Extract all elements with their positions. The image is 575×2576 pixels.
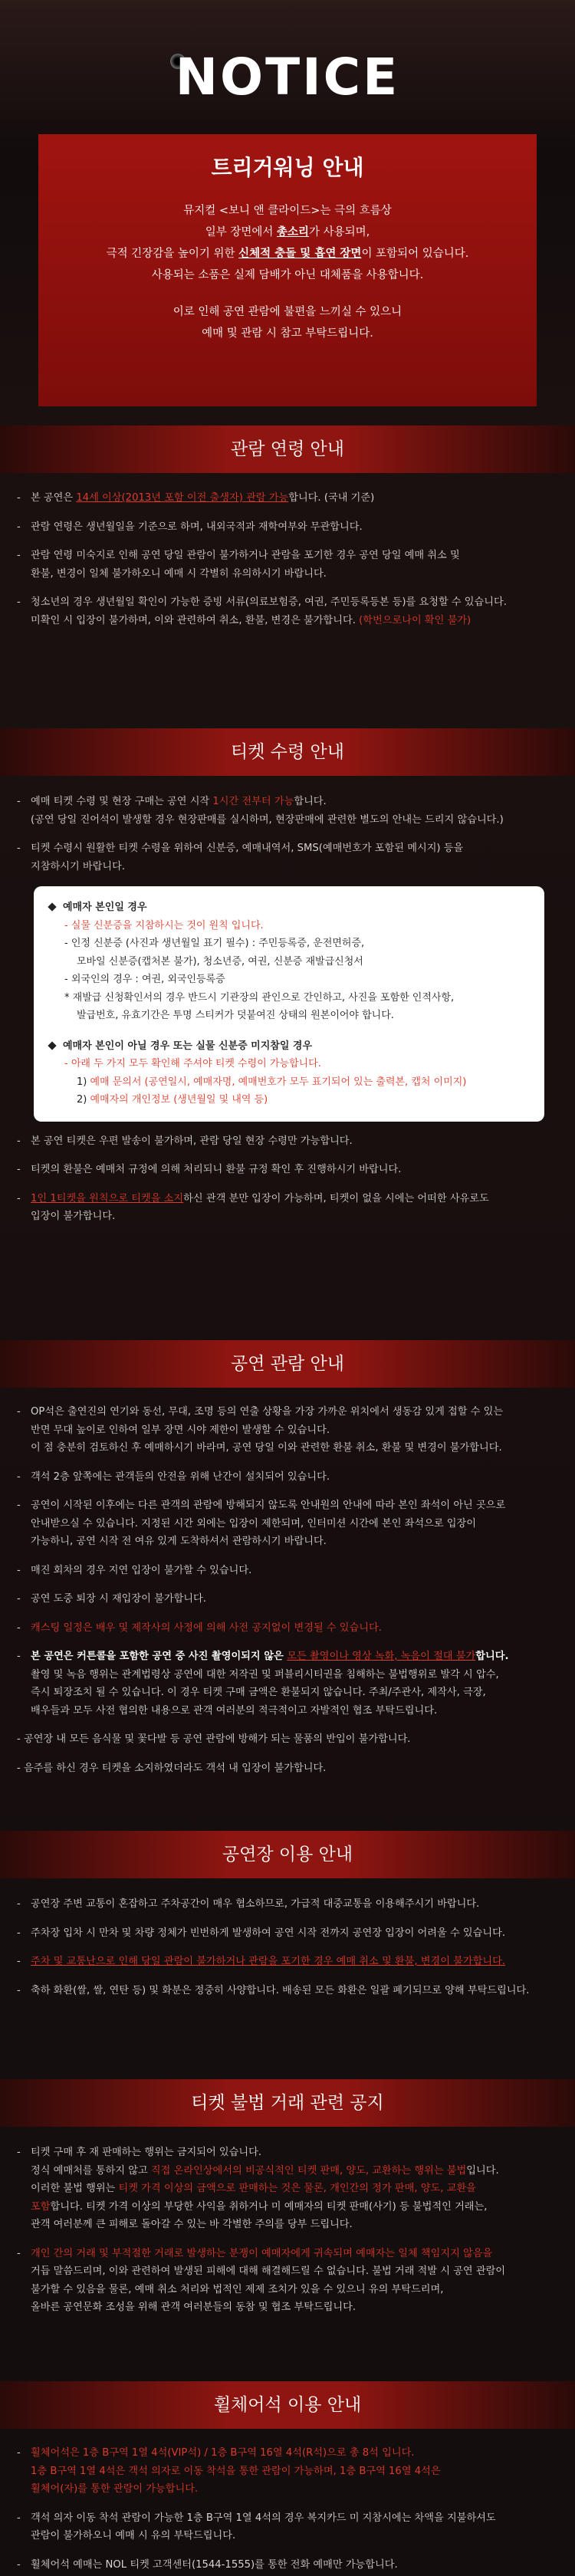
box-heading-self: 예매자 본인일 경우 [49, 899, 529, 917]
age-item-2: - 관람 연령은 생년월일을 기준으로 하며, 내외국적과 재학여부와 무관합니다. [17, 518, 561, 537]
age-item-4: - 청소년의 경우 생년월일 확인이 가능한 증빙 서류(의료보험증, 여권, 주민등록등본 등)를 요청할 수 있습니다. 미확인 시 입장이 불가하며, 이와 관련하여 취소, 환불, 변경은 불가합니다. (학번으로나이 확인 불가) [17, 593, 561, 629]
trigger-line-3: 극적 긴장감을 높이기 위한 신체적 충돌 및 흡연 장면이 포함되어 있습니다. [106, 248, 469, 260]
age-section [17, 489, 561, 640]
diamond-icon [48, 1041, 56, 1050]
trigger-warning-box [38, 134, 537, 406]
trigger-line-2: 일부 장면에서 총소리가 사용되며, [205, 226, 370, 238]
box-line: * 재발급 신청확인서의 경우 반드시 기관장의 관인으로 간인하고, 사진을 포함한 인적사항, [64, 991, 455, 1004]
venue-section-header: 공연장 이용 안내 [0, 1831, 575, 1878]
rules-item-4: - 매진 회차의 경우 지연 입장이 불가할 수 있습니다. [17, 1562, 561, 1580]
trigger-line-4: 사용되는 소품은 실제 담배가 아닌 대체품을 사용합니다. [151, 269, 424, 281]
venue-section [17, 1895, 561, 2010]
box-line: 2) 예매자의 개인정보 (생년월일 및 내역 등) [77, 1094, 268, 1106]
venue-item-3: - 주차 및 교통난으로 인해 당일 관람이 불가하거나 관람을 포기한 경우 예매 취소 및 환불, 변경이 불가합니다. [17, 1953, 561, 1971]
wheelchair-item-3: - 휠체어석 예매는 NOL 티켓 고객센터(1544-1555)를 통한 전화 예매만 가능합니다. [17, 2556, 561, 2574]
trigger-line-5: 이로 인해 공연 관람에 불편을 느끼실 수 있으니 [172, 306, 402, 318]
diamond-icon [48, 902, 56, 911]
trigger-line-1: 뮤지컬 <보니 앤 클라이드>는 극의 흐름상 [183, 205, 392, 217]
box-line: - 인정 신분증 (사진과 생년월일 표기 필수) : 주민등록증, 운전면허증, [64, 938, 365, 949]
ticket-section-header: 티켓 수령 안내 [0, 728, 575, 776]
illegal-section [17, 2144, 561, 2328]
venue-item-1: - 공연장 주변 교통이 혼잡하고 주차공간이 매우 협소하므로, 가급적 대중교통을 이용해주시기 바랍니다. [17, 1895, 561, 1914]
box-line: - 아래 두 가지 모두 확인해 주셔야 티켓 수령이 가능합니다. [64, 1058, 321, 1070]
rules-section-header: 공연 관람 안내 [0, 1340, 575, 1388]
wheelchair-section [17, 2444, 561, 2576]
notice-title: NOTICE [175, 48, 400, 107]
ticket-item-4: - 티켓의 환불은 예매처 규정에 의해 처리되니 환불 규정 확인 후 진행하시기 바랍니다. [17, 1161, 561, 1179]
trigger-warning-title: 트리거워닝 안내 [211, 155, 364, 180]
illegal-item-1: - 티켓 구매 후 재 판매하는 행위는 금지되어 있습니다. 정식 예매처를 통하지 않고 직접 온라인상에서의 비공식적인 티켓 판매, 양도, 교환하는 행위는 불법입니다. 이러한 불법 행위는 티켓 가격 이상의 금액으로 판매하는 것은 물론, 개인간의 정가 판매, 양도, 교환을 포함합니다. 티켓 가격 이상의 부당한 사익을 취하거나 미 예매자의 티켓 판매(사기) 등 불법적인 거래는, 관객 여러분께 큰 피해로 돌아갈 수 있는 바 각별한 주의를 당부 드립니다. [17, 2144, 561, 2234]
id-requirements-box [34, 886, 544, 1122]
venue-item-2: - 주차장 입차 시 만차 및 차량 정체가 빈번하게 발생하여 공연 시작 전까지 공연장 입장이 어려울 수 있습니다. [17, 1924, 561, 1943]
box-line: 1) 예매 문의서 (공연일시, 예매자명, 예매번호가 모두 표기되어 있는 출력본, 캡처 이미지) [77, 1076, 467, 1088]
rules-item-6: - 캐스팅 일정은 배우 및 제작사의 사정에 의해 사전 공지없이 변경될 수 있습니다. [17, 1619, 561, 1638]
rules-item-3: - 공연이 시작된 이후에는 다른 관객의 관람에 방해되지 않도록 안내원의 안내에 따라 본인 좌석이 아닌 곳으로 안내받으실 수 있습니다. 지정된 시간 외에는 입장이 제한되며, 인터미션 시간에 본인 좌석으로 입장이 가능하니, 공연 시작 전 여유 있게 도착하셔서 관람하시기 바랍니다. [17, 1497, 561, 1551]
age-section-header: 관람 연령 안내 [0, 426, 575, 473]
rules-note-1: - 공연장 내 모든 음식물 및 꽃다발 등 공연 관람에 방해가 되는 물품의 반입이 불가합니다. [17, 1733, 411, 1745]
box-line: 모바일 신분증(캡처본 불가), 청소년증, 여권, 신분증 재발급신청서 [77, 955, 363, 968]
wheelchair-item-2: - 객석 의자 이동 착석 관람이 가능한 1층 B구역 1열 4석의 경우 복지카드 미 지참시에는 차액을 지불하셔도 관람이 불가하오니 예매 시 유의 부탁드립니다. [17, 2509, 561, 2545]
rules-note-2: - 음주를 하신 경우 티켓을 소지하였더라도 객석 내 입장이 불가합니다. [17, 1762, 327, 1774]
box-line: - 실물 신분증을 지참하시는 것이 원칙 입니다. [64, 919, 264, 932]
rules-item-7: - 본 공연은 커튼콜을 포함한 공연 중 사진 촬영이되지 않은 모든 촬영이나 영상 녹화, 녹음이 절대 불가합니다. 촬영 및 녹음 행위는 관계법령상 공연에 대한 저작권 및 퍼블리시티권을 침해하는 불법행위로 발각 시 압수, 즉시 퇴장조치 될 수 있습니다. 이 경우 티켓 구매 금액은 환불되지 않습니다. 주최/주관사, 제작사, 극장, 배우들과 모두 사전 협의한 내용으로 관객 여러분의 적극적이고 자발적인 협조 부탁드립니다. [17, 1648, 561, 1720]
ticket-section [17, 793, 561, 1237]
rules-section [17, 1403, 561, 1788]
ticket-item-1: - 예매 티켓 수령 및 현장 구매는 공연 시작 1시간 전부터 가능합니다. (공연 당일 진어석이 발생할 경우 현장판매를 실시하며, 현장판매에 관련한 별도의 안내는 드리지 않습니다.) [17, 793, 561, 829]
ticket-item-5: - 1인 1티켓을 원칙으로 티켓을 소지하신 관객 분만 입장이 가능하며, 티켓이 없을 시에는 어떠한 사유로도 입장이 불가합니다. [17, 1190, 561, 1226]
box-heading-proxy: 예매자 본인이 아닐 경우 또는 실물 신분증 미지참일 경우 [49, 1037, 529, 1056]
box-line: 발급번호, 유효기간은 투명 스티커가 덧붙여진 상태의 원본이어야 합니다. [77, 1010, 394, 1021]
venue-item-4: - 축하 화환(쌀, 쌀, 연탄 등) 및 화분은 정중히 사양합니다. 배송된 모든 화환은 일괄 폐기되므로 양해 부탁드립니다. [17, 1982, 561, 2000]
wheelchair-item-1: - 휠체어석은 1층 B구역 1열 4석(VIP석) / 1층 B구역 16열 4석(R석)으로 총 8석 입니다. 1층 B구역 1열 4석은 객석 의자로 이동 착석을 통한 관람이 가능하며, 1층 B구역 16열 4석은 휠체어(자)를 통한 관람이 가능합니다. [17, 2444, 561, 2499]
box-line: - 외국인의 경우 : 여권, 외국인등록증 [64, 974, 225, 985]
ticket-item-3: - 본 공연 티켓은 우편 발송이 불가하며, 관람 당일 현장 수령만 가능합니다. [17, 1132, 561, 1151]
rules-item-1: - OP석은 출연진의 연기와 동선, 무대, 조명 등의 연출 상황을 가장 가까운 위치에서 생동감 있게 접할 수 있는 반면 무대 높이로 인하여 일부 장면 시야 제한이 발생할 수 있습니다. 이 점 충분히 검토하신 후 예매하시기 바라며, 공연 당일 이와 관련한 환불 취소, 환불 및 변경이 불가합니다. [17, 1403, 561, 1457]
age-item-1: - 본 공연은 14세 이상(2013년 포함 이전 출생자) 관람 가능합니다. (국내 기준) [17, 489, 561, 508]
illegal-item-2: - 개인 간의 거래 및 부적절한 거래로 발생하는 분쟁이 예매자에게 귀속되며 예매자는 일체 책임지지 않음을 거듭 말씀드리며, 이와 관련하여 발생된 피해에 대해 해결해드릴 수 없습니다. 불법 거래 적발 시 공연 관람이 불가할 수 있음을 물론, 예매 취소 처리와 법적인 제제 조치가 있을 수 있으니 유의 부탁드리며, 올바른 공연문화 조성을 위해 관객 여러분들의 동참 및 협조 부탁드립니다. [17, 2245, 561, 2317]
trigger-line-6: 예매 및 관람 시 참고 부탁드립니다. [202, 327, 373, 340]
rules-item-5: - 공연 도중 퇴장 시 재입장이 불가합니다. [17, 1590, 561, 1608]
rules-item-2: - 객석 2층 앞쪽에는 관객들의 안전을 위해 난간이 설치되어 있습니다. [17, 1468, 561, 1487]
illegal-section-header: 티켓 불법 거래 관련 공지 [0, 2079, 575, 2127]
ticket-item-2: - 티켓 수령시 원활한 티켓 수령을 위하여 신분증, 예매내역서, SMS(예매번호가 포함된 메시지) 등을 지참하시기 바랍니다. [17, 840, 561, 876]
age-item-3: - 관람 연령 미숙지로 인해 공연 당일 관람이 불가하거나 관람을 포기한 경우 공연 당일 예매 취소 및 환불, 변경이 일체 불가하오니 예매 시 각별히 유의하시기 바랍니다. [17, 547, 561, 583]
wheelchair-section-header: 휠체어석 이용 안내 [0, 2381, 575, 2429]
